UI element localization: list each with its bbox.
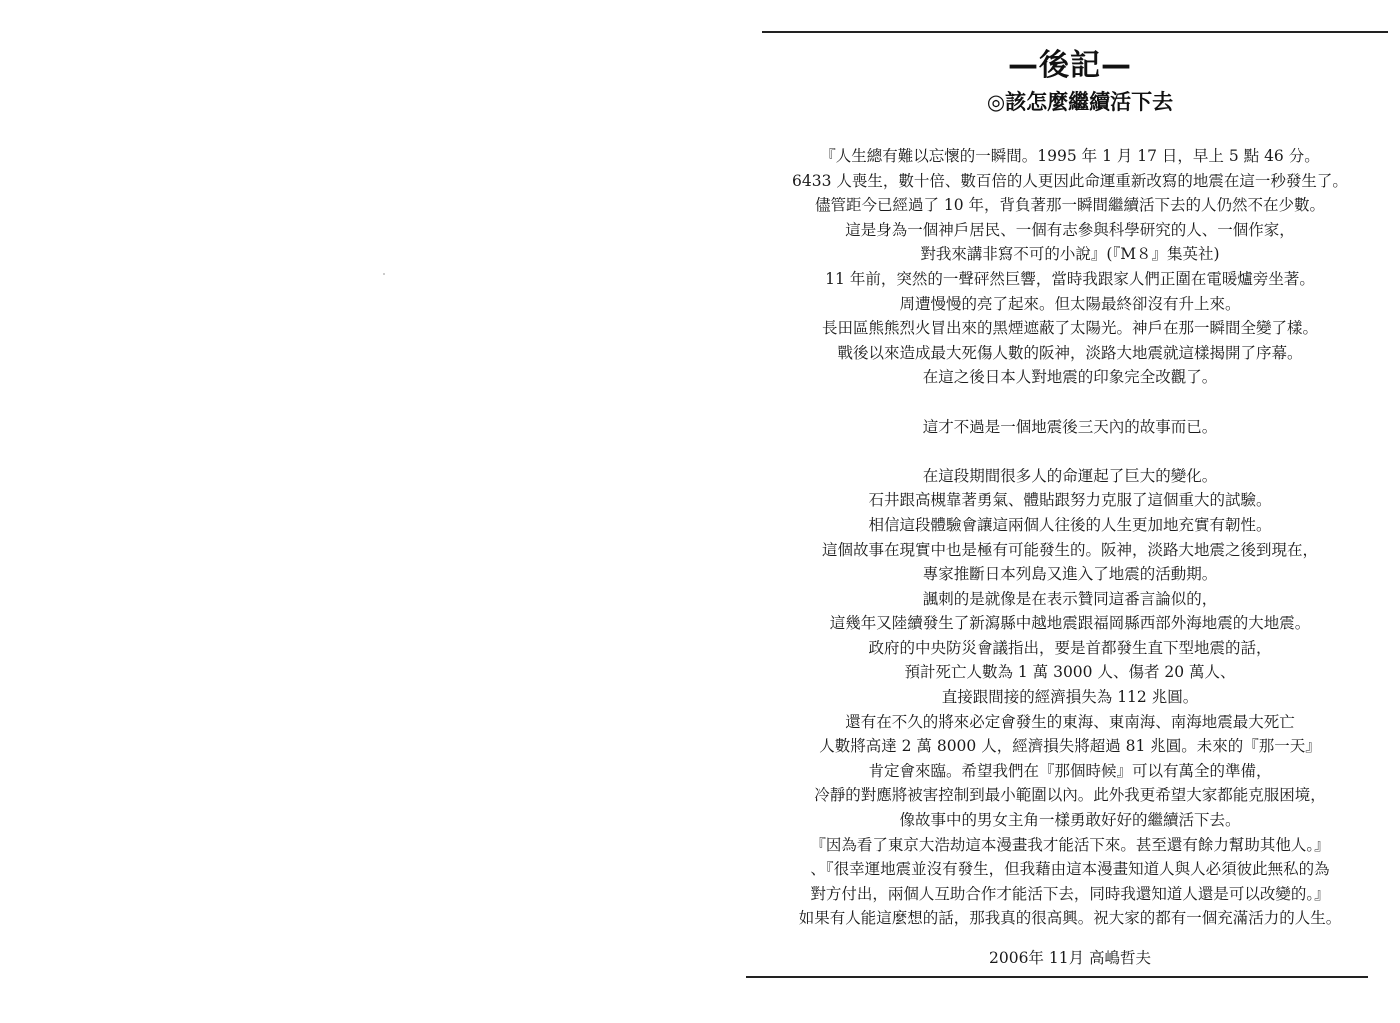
body-line: 相信這段體驗會讓這兩個人往後的人生更加地充實有韌性。	[868, 515, 1272, 534]
scan-speck	[383, 273, 385, 275]
body-line: 像故事中的男女主角一樣勇敢好好的繼續活下去。	[899, 811, 1241, 830]
body-line: 在這段期間很多人的命運起了巨大的變化。	[922, 466, 1218, 485]
blank-line	[760, 439, 1380, 464]
body-line: 對方付出，兩個人互助合作才能活下去，同時我還知道人還是可以改變的。』	[810, 884, 1330, 903]
body-line: 、『很幸運地震並沒有發生，但我藉由這本漫畫知道人與人必須彼此無私的為	[810, 860, 1330, 879]
body-line: 『人生總有難以忘懷的一瞬間。1995 年 1 月 17 日，早上 5 點 46 分。	[820, 147, 1320, 165]
body-line: 預計死亡人數為 1 萬 3000 人、傷者 20 萬人、	[904, 663, 1236, 682]
body-line: 這個故事在現實中也是極有可能發生的。阪神，淡路大地震之後到現在，	[821, 540, 1318, 559]
body-line: 儘管距今已經過了 10 年，背負著那一瞬間繼續活下去的人仍然不在少數。	[814, 196, 1326, 215]
signature-line: 2006年 11月 高嶋哲夫	[988, 949, 1152, 967]
right-page-afterword	[700, 0, 1400, 1023]
body-line: 冷靜的對應將被害控制到最小範圍以內。此外我更希望大家都能克服困境，	[814, 786, 1326, 805]
body-line: 長田區熊熊烈火冒出來的黑煙遮蔽了太陽光。神戶在那一瞬間全變了樣。	[821, 319, 1318, 338]
body-line: 周遭慢慢的亮了起來。但太陽最終卻沒有升上來。	[899, 294, 1241, 313]
body-line: 直接跟間接的經濟損失為 112 兆圓。	[941, 688, 1199, 707]
body-line: 這幾年又陸續發生了新瀉縣中越地震跟福岡縣西部外海地震的大地震。	[829, 614, 1311, 633]
body-line: 諷刺的是就像是在表示贊同這番言論似的，	[922, 589, 1218, 608]
body-line: 這是身為一個神戶居民、一個有志參與科學研究的人、一個作家，	[845, 220, 1295, 239]
body-line: 在這之後日本人對地震的印象完全改觀了。	[922, 368, 1218, 387]
body-line: 政府的中央防災會議指出，要是首都發生直下型地震的話，	[868, 638, 1272, 657]
body-line: 如果有人能這麼想的話，那我真的很高興。祝大家的都有一個充滿活力的人生。	[798, 909, 1342, 928]
body-line: 對我來講非寫不可的小說』(『M８』集英社)	[920, 245, 1220, 264]
top-rule	[762, 31, 1388, 33]
body-line: 這才不過是一個地震後三天內的故事而已。	[922, 417, 1218, 436]
body-line: 6433 人喪生，數十倍、數百倍的人更因此命運重新改寫的地震在這一秒發生了。	[792, 171, 1348, 190]
blank-line	[760, 390, 1380, 415]
afterword-heading: —後記—	[1008, 48, 1132, 83]
body-line: 『因為看了東京大浩劫這本漫畫我才能活下來。甚至還有餘力幫助其他人。』	[810, 835, 1330, 854]
afterword-body	[760, 144, 1380, 931]
body-line: 石井跟高槻靠著勇氣、體貼跟努力克服了這個重大的試驗。	[868, 491, 1272, 510]
bottom-rule	[746, 976, 1368, 978]
body-line: 肯定會來臨。希望我們在『那個時候』可以有萬全的準備，	[868, 761, 1272, 780]
body-line: 戰後以來造成最大死傷人數的阪神，淡路大地震就這樣揭開了序幕。	[837, 343, 1303, 362]
body-line: 人數將高達 2 萬 8000 人，經濟損失將超過 81 兆圓。未來的『那一天』	[819, 737, 1321, 756]
body-line: 專家推斷日本列島又進入了地震的活動期。	[922, 565, 1218, 584]
body-line: 還有在不久的將來必定會發生的東海、東南海、南海地震最大死亡	[845, 712, 1295, 731]
body-line: 11 年前，突然的一聲砰然巨響，當時我跟家人們正圍在電暖爐旁坐著。	[825, 269, 1315, 288]
afterword-subheading: ◎該怎麼繼續活下去	[986, 90, 1174, 114]
